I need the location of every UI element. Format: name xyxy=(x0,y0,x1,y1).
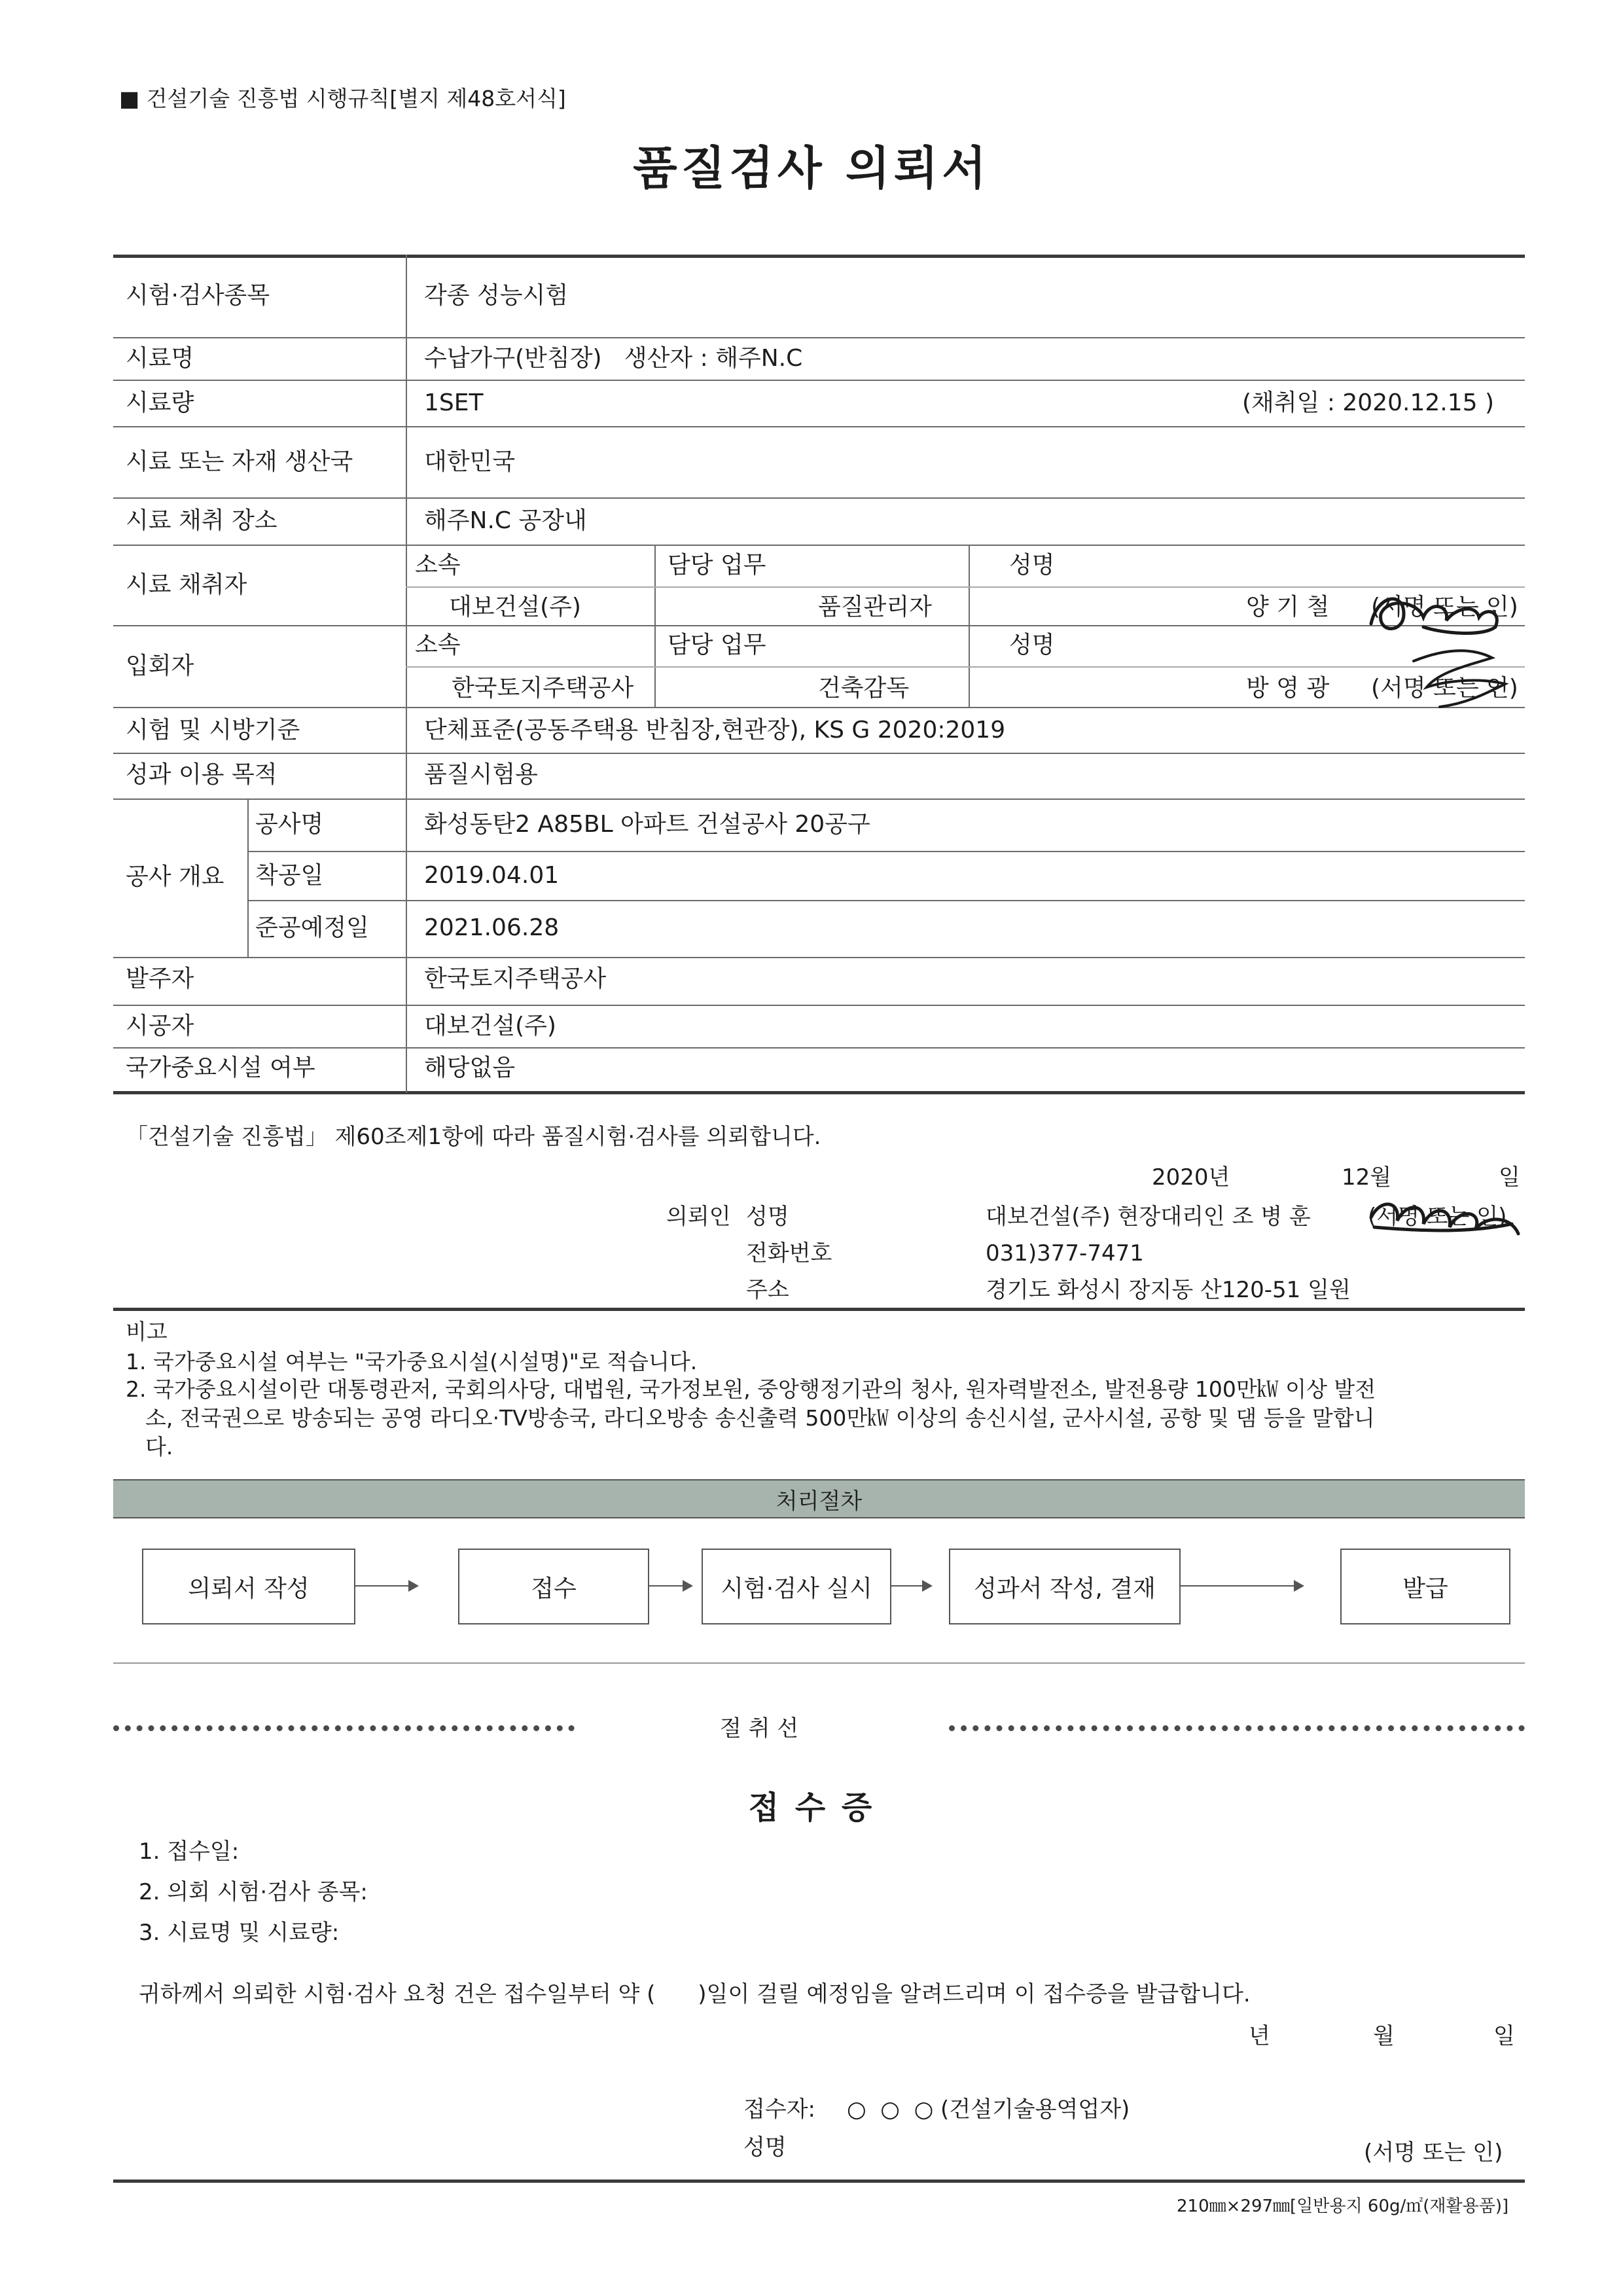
request-day: 일 xyxy=(1499,1164,1520,1191)
collector-affil-label: 소속 xyxy=(415,552,461,579)
request-month: 12월 xyxy=(1342,1164,1392,1191)
receipt-title: 접 수 증 xyxy=(748,1789,875,1826)
process-step-2: 접수 xyxy=(458,1549,649,1624)
notes-item-1: 1. 국가중요시설 여부는 "국가중요시설(시설명)"로 적습니다. xyxy=(126,1349,698,1374)
witness-label: 입회자 xyxy=(126,653,194,679)
process-step-5: 발급 xyxy=(1340,1549,1510,1624)
cut-line-label: 절 취 선 xyxy=(720,1715,799,1742)
client-value: 한국토지주택공사 xyxy=(424,965,607,992)
process-title: 처리절차 xyxy=(776,1488,863,1515)
contractor-label: 시공자 xyxy=(126,1013,194,1039)
witness-name-label: 성명 xyxy=(1009,632,1055,658)
collector-name-label: 성명 xyxy=(1009,552,1055,579)
notes-item-2-cont: 소, 전국권으로 방송되는 공영 라디오·TV방송국, 라디오방송 송신출력 500만㎾ 이상의 송신시설, 군사시설, 공항 및 댐 등을 말합니 xyxy=(145,1405,1375,1431)
collector-duty-label: 담당 업무 xyxy=(668,552,766,579)
requester-phone: 031)377-7471 xyxy=(986,1240,1144,1266)
sample-name-label: 시료명 xyxy=(126,345,194,372)
collector-name: 양 기 철 xyxy=(1246,594,1330,620)
process-arrow-1 xyxy=(355,1585,418,1587)
national-value: 해당없음 xyxy=(424,1054,516,1081)
witness-sign: (서명 또는 인) xyxy=(1371,675,1518,702)
receipt-sentence: 귀하께서 의뢰한 시험·검사 요청 건은 접수일부터 약 ( )일이 걸릴 예정임을 알려드리며 이 접수증을 발급합니다. xyxy=(139,1981,1251,2007)
collector-label: 시료 채취자 xyxy=(126,571,247,598)
witness-name: 방 영 광 xyxy=(1246,675,1330,702)
receipt-year: 년 xyxy=(1249,2023,1270,2049)
sample-date: (채취일 : 2020.12.15 ) xyxy=(1242,389,1494,416)
project-start: 2019.04.01 xyxy=(424,862,560,889)
national-label: 국가중요시설 여부 xyxy=(126,1054,315,1081)
witness-duty-label: 담당 업무 xyxy=(668,632,766,658)
receiver-label: 접수자: xyxy=(743,2096,815,2123)
notes-title: 비고 xyxy=(126,1319,168,1344)
witness-affil-label: 소속 xyxy=(415,632,461,658)
requester-sign: (서명 또는 인) xyxy=(1368,1204,1507,1230)
requester-name: 대보건설(주) 현장대리인 조 병 훈 xyxy=(986,1204,1311,1230)
process-step-1: 의뢰서 작성 xyxy=(142,1549,355,1624)
sample-qty-label: 시료량 xyxy=(126,389,194,416)
project-end-label: 준공예정일 xyxy=(255,914,369,941)
process-arrow-4 xyxy=(1180,1585,1303,1587)
origin-label: 시료 또는 자재 생산국 xyxy=(126,448,353,475)
request-sentence: 「건설기술 진흥법」 제60조제1항에 따라 품질시험·검사를 의뢰합니다. xyxy=(126,1124,821,1150)
project-end: 2021.06.28 xyxy=(424,914,560,941)
project-label: 공사 개요 xyxy=(126,863,224,890)
receipt-day: 일 xyxy=(1493,2023,1515,2049)
sample-name-value: 수납가구(반침장) 생산자 : 해주N.C xyxy=(424,345,803,372)
cut-line-right xyxy=(949,1725,1525,1731)
project-start-label: 착공일 xyxy=(255,862,324,889)
receiver-sign: (서명 또는 인) xyxy=(1364,2140,1503,2166)
requester-phone-label: 전화번호 xyxy=(746,1240,832,1266)
witness-signature xyxy=(1400,641,1525,713)
requester-name-label: 성명 xyxy=(746,1204,789,1230)
witness-duty: 건축감독 xyxy=(818,675,910,702)
process-header xyxy=(113,1479,1525,1518)
collector-signature xyxy=(1364,588,1515,640)
test-item-value: 각종 성능시험 xyxy=(424,282,569,309)
sample-qty-value: 1SET xyxy=(424,389,484,416)
receipt-item-2: 2. 의회 시험·검사 종목: xyxy=(139,1879,368,1905)
requester-signature xyxy=(1361,1188,1531,1247)
origin-value: 대한민국 xyxy=(424,448,516,475)
test-item-label: 시험·검사종목 xyxy=(126,282,270,309)
process-step-4: 성과서 작성, 결재 xyxy=(949,1549,1181,1624)
request-year: 2020년 xyxy=(1152,1164,1230,1191)
method-value: 단체표준(공동주택용 반침장,현관장), KS G 2020:2019 xyxy=(424,717,1006,744)
process-arrow-3 xyxy=(891,1585,931,1587)
paper-spec: 210㎜×297㎜[일반용지 60g/㎡(재활용품)] xyxy=(1177,2197,1509,2216)
notes-item-2-end: 다. xyxy=(145,1434,173,1460)
place-value: 해주N.C 공장내 xyxy=(424,507,587,534)
collector-affil: 대보건설(주) xyxy=(449,594,581,620)
receiver-name-label: 성명 xyxy=(743,2134,787,2161)
collector-sign: (서명 또는 인) xyxy=(1371,594,1518,620)
method-label: 시험 및 시방기준 xyxy=(126,717,300,744)
purpose-value: 품질시험용 xyxy=(424,761,538,788)
requester-addr-label: 주소 xyxy=(746,1277,789,1303)
process-step-3: 시험·검사 실시 xyxy=(702,1549,891,1624)
receipt-month: 월 xyxy=(1373,2023,1395,2049)
form-reference: ■ 건설기술 진흥법 시행규칙[별지 제48호서식] xyxy=(119,86,566,111)
collector-duty: 품질관리자 xyxy=(818,594,932,620)
receiver-value: ○ ○ ○ (건설기술용역업자) xyxy=(847,2096,1130,2123)
requester-label: 의뢰인 xyxy=(666,1204,731,1230)
cut-line-left xyxy=(113,1725,575,1731)
requester-addr: 경기도 화성시 장지동 산120-51 일원 xyxy=(986,1277,1351,1303)
place-label: 시료 채취 장소 xyxy=(126,507,277,534)
process-arrow-2 xyxy=(649,1585,692,1587)
witness-affil: 한국토지주택공사 xyxy=(452,675,634,702)
purpose-label: 성과 이용 목적 xyxy=(126,761,277,788)
contractor-value: 대보건설(주) xyxy=(424,1013,556,1039)
client-label: 발주자 xyxy=(126,965,194,992)
project-name: 화성동탄2 A85BL 아파트 건설공사 20공구 xyxy=(424,811,870,838)
receipt-item-1: 1. 접수일: xyxy=(139,1839,240,1865)
page-title: 품질검사 의뢰서 xyxy=(633,141,990,195)
project-name-label: 공사명 xyxy=(255,811,324,838)
receipt-item-3: 3. 시료명 및 시료량: xyxy=(139,1920,340,1946)
notes-item-2: 2. 국가중요시설이란 대통령관저, 국회의사당, 대법원, 국가정보원, 중앙행정기관의 청사, 원자력발전소, 발전용량 100만㎾ 이상 발전 xyxy=(126,1376,1376,1402)
